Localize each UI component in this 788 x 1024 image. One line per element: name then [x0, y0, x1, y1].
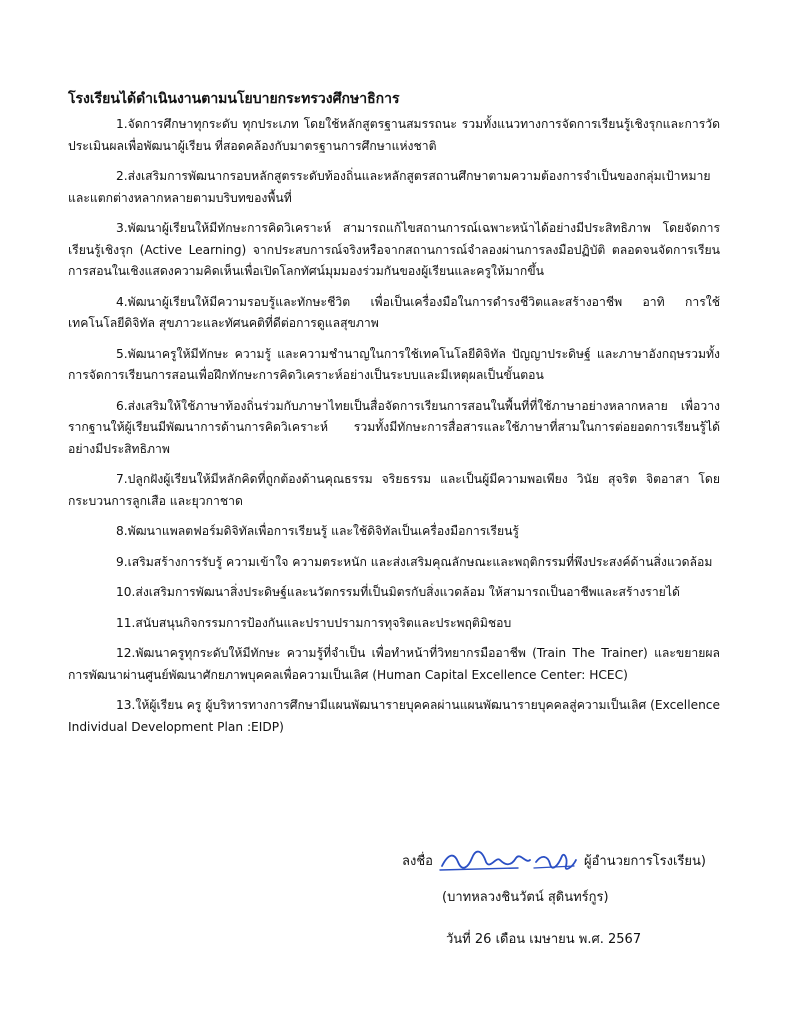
policy-item-11: 11.สนับสนุนกิจกรรมการป้องกันและปราบปรามการทุจริตและประพฤติมิชอบ: [116, 615, 512, 630]
policy-item-1: 1.จัดการศึกษาทุกระดับ ทุกประเภท โดยใช้หลักสูตรฐานสมรรถนะ รวมทั้งแนวทางการจัดการเรียนรู้เชิงรุกและการวัดประเมินผลเพื่อพัฒนาผู้เรียน ที่สอดคล้องกับมาตรฐานการศึกษาแห่งชาติ: [68, 117, 720, 153]
signature-date: วันที่ 26 เดือน เมษายน พ.ศ. 2567: [446, 932, 642, 947]
policy-item-5: 5.พัฒนาครูให้มีทักษะ ความรู้ และความชำนาญในการใช้เทคโนโลยีดิจิทัล ปัญญาประดิษฐ์ และภาษาอังกฤษรวมทั้งการจัดการเรียนการสอนเพื่อฝึกทักษะการคิดวิเคราะห์อย่างเป็นระบบและมีเหตุผลเป็นขั้นตอน: [68, 346, 720, 382]
policy-item-12: 12.พัฒนาครูทุกระดับให้มีทักษะ ความรู้ที่จำเป็น เพื่อทำหน้าที่วิทยากรมืออาชีพ (Train The Trainer) และขยายผลการพัฒนาผ่านศูนย์พัฒนาศักยภาพบุคคลเพื่อความเป็นเลิศ (Human Capital Excellence Center: HCEC): [68, 646, 720, 682]
signature-block: [402, 846, 722, 886]
handwritten-signature: [438, 846, 578, 874]
policy-item-13: 13.ให้ผู้เรียน ครู ผู้บริหารทางการศึกษามีแผนพัฒนารายบุคคลผ่านแผนพัฒนารายบุคคลสู่ความเป็นเลิศ (Excellence Individual Development Plan :EIDP): [68, 698, 720, 734]
policy-item-2: 2.ส่งเสริมการพัฒนากรอบหลักสูตรระดับท้องถิ่นและหลักสูตรสถานศึกษาตามความต้องการจำเป็นของกลุ่มเป้าหมายและแตกต่างหลากหลายตามบริบทของพื้นที่: [68, 169, 711, 205]
signer-position: ผู้อำนวยการโรงเรียน): [584, 854, 706, 869]
policy-list: [68, 114, 720, 747]
policy-item-6: 6.ส่งเสริมให้ใช้ภาษาท้องถิ่นร่วมกับภาษาไทยเป็นสื่อจัดการเรียนการสอนในพื้นที่ที่ใช้ภาษาอย่างหลากหลาย เพื่อวางรากฐานให้ผู้เรียนมีพัฒนาการด้านการคิดวิเคราะห์ รวมทั้งมีทักษะการสื่อสารและใช้ภาษาที่สามในการต่อยอดการเรียนรู้ได้อย่างมีประสิทธิภาพ: [68, 398, 720, 456]
policy-item-7: 7.ปลูกฝังผู้เรียนให้มีหลักคิดที่ถูกต้องด้านคุณธรรม จริยธรรม และเป็นผู้มีความพอเพียง วินัย สุจริต จิตอาสา โดยกระบวนการลูกเสือ และยุวกาชาด: [68, 472, 720, 508]
signer-name: (บาทหลวงชินวัตน์ สุดินทร์กูร): [442, 890, 609, 905]
policy-item-9: 9.เสริมสร้างการรับรู้ ความเข้าใจ ความตระหนัก และส่งเสริมคุณลักษณะและพฤติกรรมที่พึงประสงค์ด้านสิ่งแวดล้อม: [116, 554, 713, 569]
document-heading: โรงเรียนได้ดำเนินงานตามนโยบายกระทรวงศึกษาธิการ: [68, 91, 400, 107]
policy-item-4: 4.พัฒนาผู้เรียนให้มีความรอบรู้และทักษะชีวิต เพื่อเป็นเครื่องมือในการดำรงชีวิตและสร้างอาชีพ อาทิ การใช้เทคโนโลยีดิจิทัล สุขภาวะและทัศนคติที่ดีต่อการดูแลสุขภาพ: [68, 294, 720, 330]
policy-item-10: 10.ส่งเสริมการพัฒนาสิ่งประดิษฐ์และนวัตกรรมที่เป็นมิตรกับสิ่งแวดล้อม ให้สามารถเป็นอาชีพและสร้างรายได้: [116, 585, 680, 599]
signature-label: ลงชื่อ: [402, 854, 433, 869]
policy-item-8: 8.พัฒนาแพลตฟอร์มดิจิทัลเพื่อการเรียนรู้ และใช้ดิจิทัลเป็นเครื่องมือการเรียนรู้: [116, 524, 519, 538]
policy-item-3: 3.พัฒนาผู้เรียนให้มีทักษะการคิดวิเคราะห์ สามารถแก้ไขสถานการณ์เฉพาะหน้าได้อย่างมีประสิทธิภาพ โดยจัดการเรียนรู้เชิงรุก (Active Learning) จากประสบการณ์จริงหรือจากสถานการณ์จำลองผ่านการลงมือปฏิบัติ ตลอดจนจัดการเรียนการสอนในเชิงแสดงความคิดเห็นเพื่อเปิดโลกทัศน์มุมมองร่วมกันของผู้เรียนและครูให้มากขึ้น: [68, 221, 720, 278]
